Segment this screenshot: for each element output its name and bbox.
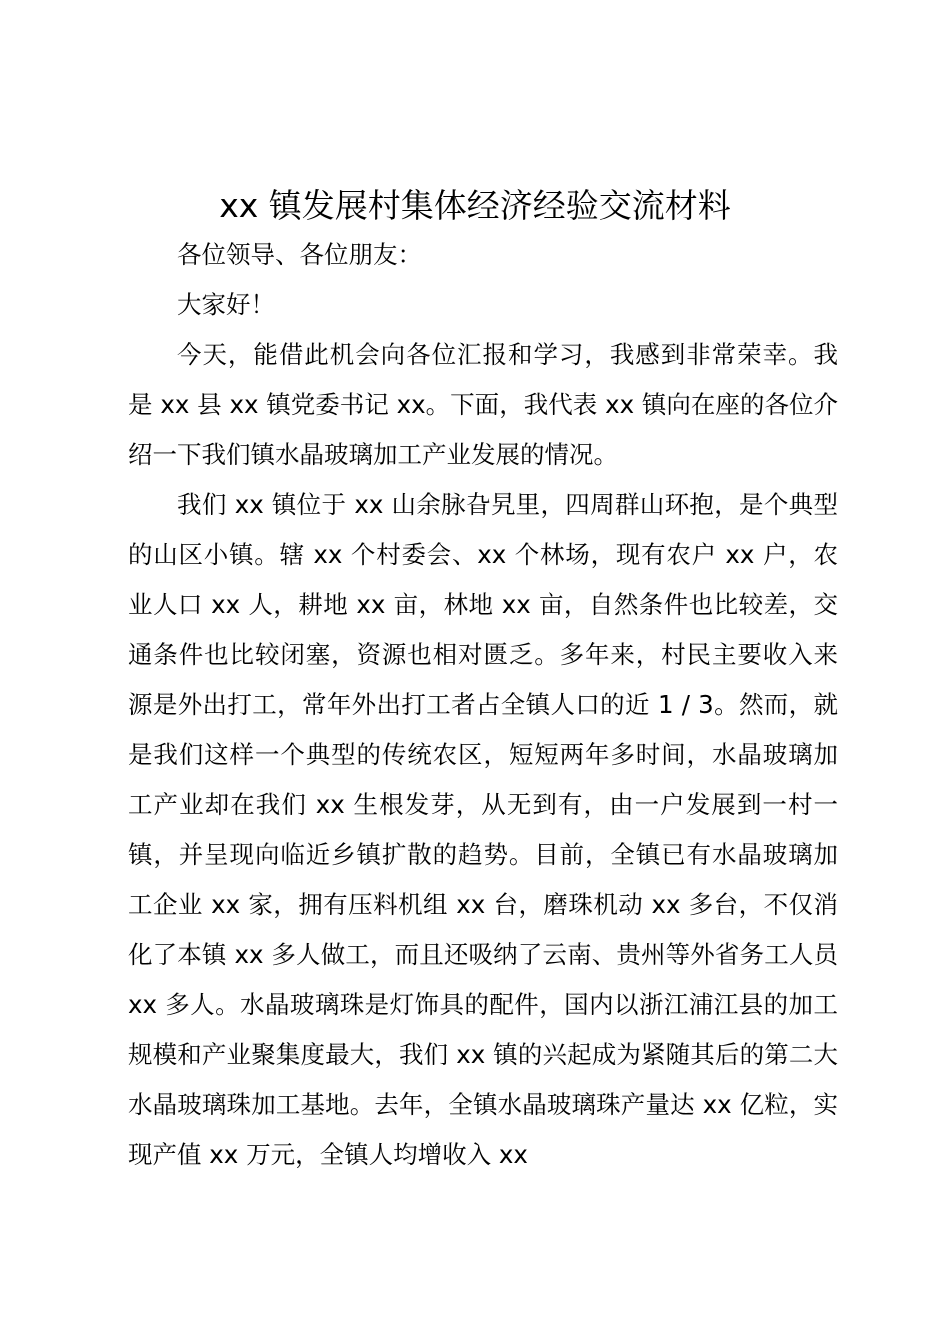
document-body [128, 230, 838, 1180]
intro-paragraph: 今天，能借此机会向各位汇报和学习，我感到非常荣幸。我是 xx 县 xx 镇党委书记 xx。下面，我代表 xx 镇向在座的各位介绍一下我们镇水晶玻璃加工产业发展的情况。 [128, 340, 838, 469]
salutation-paragraph: 各位领导、各位朋友： [177, 240, 422, 269]
document-title: xx 镇发展村集体经济经验交流材料 [219, 186, 731, 225]
greeting-paragraph: 大家好！ [177, 290, 275, 319]
town-overview-paragraph: 我们 xx 镇位于 xx 山余脉旮旯里，四周群山环抱，是个典型的山区小镇。辖 xx 个村委会、xx 个林场，现有农户 xx 户，农业人口 xx 人，耕地 xx 亩，林地 xx 亩，自然条件也比较差，交通条件也比较闭塞，资源也相对匮乏。多年来，村民主要收入来源是外出打工，常年外出打工者占全镇人口的近 1 / 3。然而，就是我们这样一个典型的传统农区，短短两年多时间，水晶玻璃加工产业却在我们 xx 生根发芽，从无到有，由一户发展到一村一镇，并呈现向临近乡镇扩散的趋势。目前，全镇已有水晶玻璃加工企业 xx 家，拥有压料机组 xx 台，磨珠机动 xx 多台，不仅消化了本镇 xx 多人做工，而且还吸纳了云南、贵州等外省务工人员 xx 多人。水晶玻璃珠是灯饰具的配件，国内以浙江浦江县的加工规模和产业聚集度最大，我们 xx 镇的兴起成为紧随其后的第二大水晶玻璃珠加工基地。去年，全镇水晶玻璃珠产量达 xx 亿粒，实现产值 xx 万元，全镇人均增收入 xx [128, 490, 838, 1169]
